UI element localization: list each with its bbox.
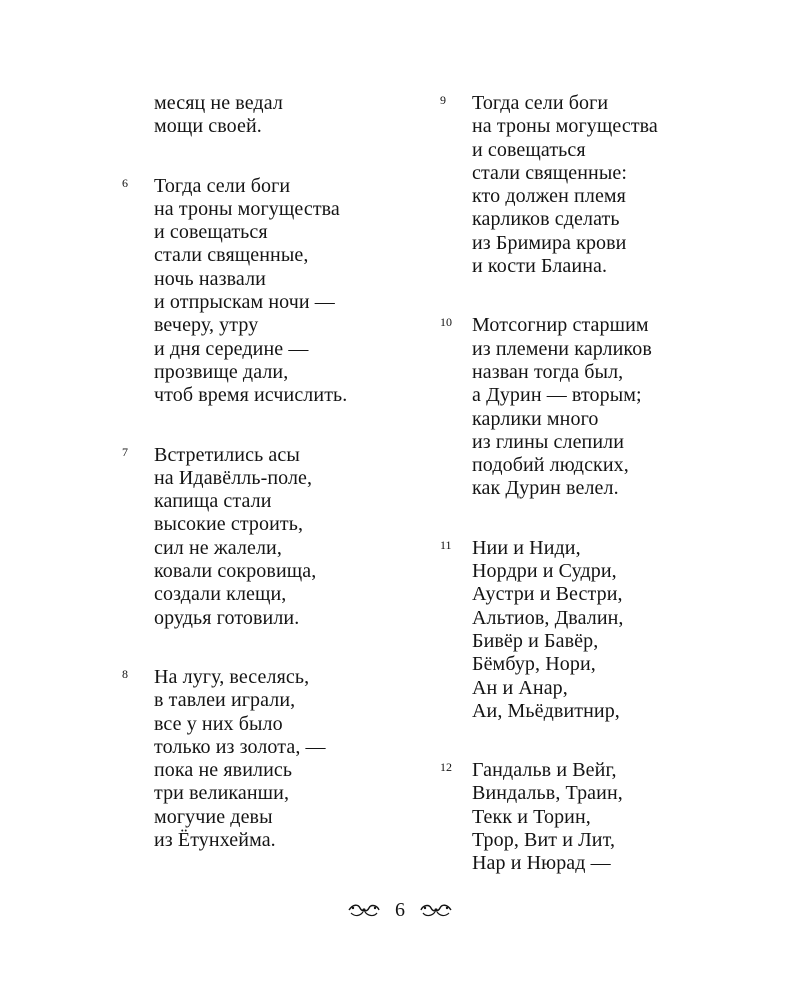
stanza-line: месяц не ведал — [154, 92, 283, 114]
stanza-line: и дня середине — — [154, 337, 309, 360]
stanza-line: Встретились асы — [154, 443, 300, 466]
stanza-line: в тавлеи играли, — [154, 689, 296, 712]
stanza-10 — [440, 314, 740, 500]
ornament-right-icon — [419, 902, 453, 918]
stanza-line: три великанши, — [154, 782, 290, 805]
stanza-line: стали священные, — [154, 244, 309, 267]
stanza-line: назван тогда был, — [472, 360, 624, 383]
stanza-line: Аустри и Вестри, — [472, 583, 623, 606]
stanza-line: и отпрыскам ночи — — [154, 291, 335, 314]
stanza-line: сил не жалели, — [154, 536, 282, 559]
stanza-line: Трор, Вит и Лит, — [472, 829, 616, 852]
stanza-line: на Идавёлль-поле, — [154, 466, 313, 489]
stanza-line: и совещаться — [154, 221, 268, 244]
stanza-12 — [440, 759, 740, 875]
stanza-line: орудья готовили. — [154, 606, 300, 629]
stanza-line: Нар и Нюрад — — [472, 852, 611, 875]
stanza-number: 9 — [440, 93, 446, 107]
stanza-8 — [122, 666, 412, 852]
stanza-line: Тогда сели боги — [472, 92, 609, 114]
stanza-number: 7 — [122, 444, 128, 459]
stanza-line: стали священные: — [472, 161, 628, 184]
stanza-line: Тогда сели боги — [154, 174, 291, 197]
page-footer — [0, 898, 800, 922]
stanza-line: подобий людских, — [472, 454, 629, 477]
stanza-line: создали клещи, — [154, 583, 287, 606]
stanza-line: Альтиов, Двалин, — [472, 606, 624, 629]
stanza-line: вечеру, утру — [154, 314, 259, 337]
stanza-number: 10 — [440, 315, 452, 330]
stanza-line: мощи своей. — [154, 115, 262, 138]
stanza-line: кто должен племя — [472, 185, 626, 208]
stanza-7 — [122, 444, 412, 630]
stanza-line: Нордри и Судри, — [472, 560, 617, 583]
stanza-line: Нии и Ниди, — [472, 536, 581, 559]
stanza-number: 11 — [440, 537, 452, 552]
stanza-line: карлики много — [472, 407, 599, 430]
right-column — [440, 92, 740, 876]
stanza-line: Бивёр и Бавёр, — [472, 629, 599, 652]
stanza-line: ковали сокровища, — [154, 560, 317, 583]
stanza-line: Аи, Мьёдвитнир, — [472, 699, 620, 722]
stanza-11 — [440, 537, 740, 723]
page-number: 6 — [395, 899, 405, 921]
stanza-line: только из золота, — — [154, 735, 326, 758]
stanza-line: капища стали — [154, 490, 272, 513]
stanza-line: могучие девы — [154, 805, 273, 828]
stanza-number: 12 — [440, 760, 452, 775]
stanza-line: и совещаться — [472, 138, 586, 161]
stanza-line: и кости Блаина. — [472, 255, 608, 278]
stanza-continued — [122, 92, 412, 139]
stanza-line: как Дурин велел. — [472, 477, 619, 500]
left-column — [122, 92, 412, 852]
ornament-left-icon — [347, 902, 381, 918]
stanza-line: Виндальв, Траин, — [472, 782, 623, 805]
stanza-line: из Бримира крови — [472, 231, 627, 254]
stanza-line: все у них было — [154, 712, 283, 735]
stanza-line: чтоб время исчислить. — [154, 384, 348, 407]
stanza-line: на троны могущества — [472, 115, 658, 138]
stanza-line: Текк и Торин, — [472, 805, 591, 828]
stanza-line: а Дурин — вторым; — [472, 384, 642, 407]
stanza-number: 8 — [122, 666, 128, 681]
stanza-line: Ан и Анар, — [472, 676, 568, 699]
stanza-line: Мотсогнир старшим — [472, 314, 649, 337]
stanza-line: из племени карликов — [472, 337, 652, 360]
stanza-line: прозвище дали, — [154, 360, 289, 383]
stanza-line: из глины слепили — [472, 430, 625, 453]
stanza-number: 6 — [122, 175, 128, 190]
stanza-line: на троны могущества — [154, 197, 340, 220]
stanza-line: На лугу, веселясь, — [154, 665, 310, 688]
stanza-line: Бёмбур, Нори, — [472, 653, 596, 676]
stanza-line: Гандальв и Вейг, — [472, 759, 617, 782]
stanza-line: из Ётунхейма. — [154, 829, 276, 852]
stanza-line: пока не явились — [154, 759, 293, 782]
stanza-line: карликов сделать — [472, 208, 620, 231]
stanza-6 — [122, 175, 412, 408]
stanza-line: ночь назвали — [154, 267, 266, 290]
stanza-line: высокие строить, — [154, 513, 304, 536]
stanza-9 — [440, 92, 740, 278]
